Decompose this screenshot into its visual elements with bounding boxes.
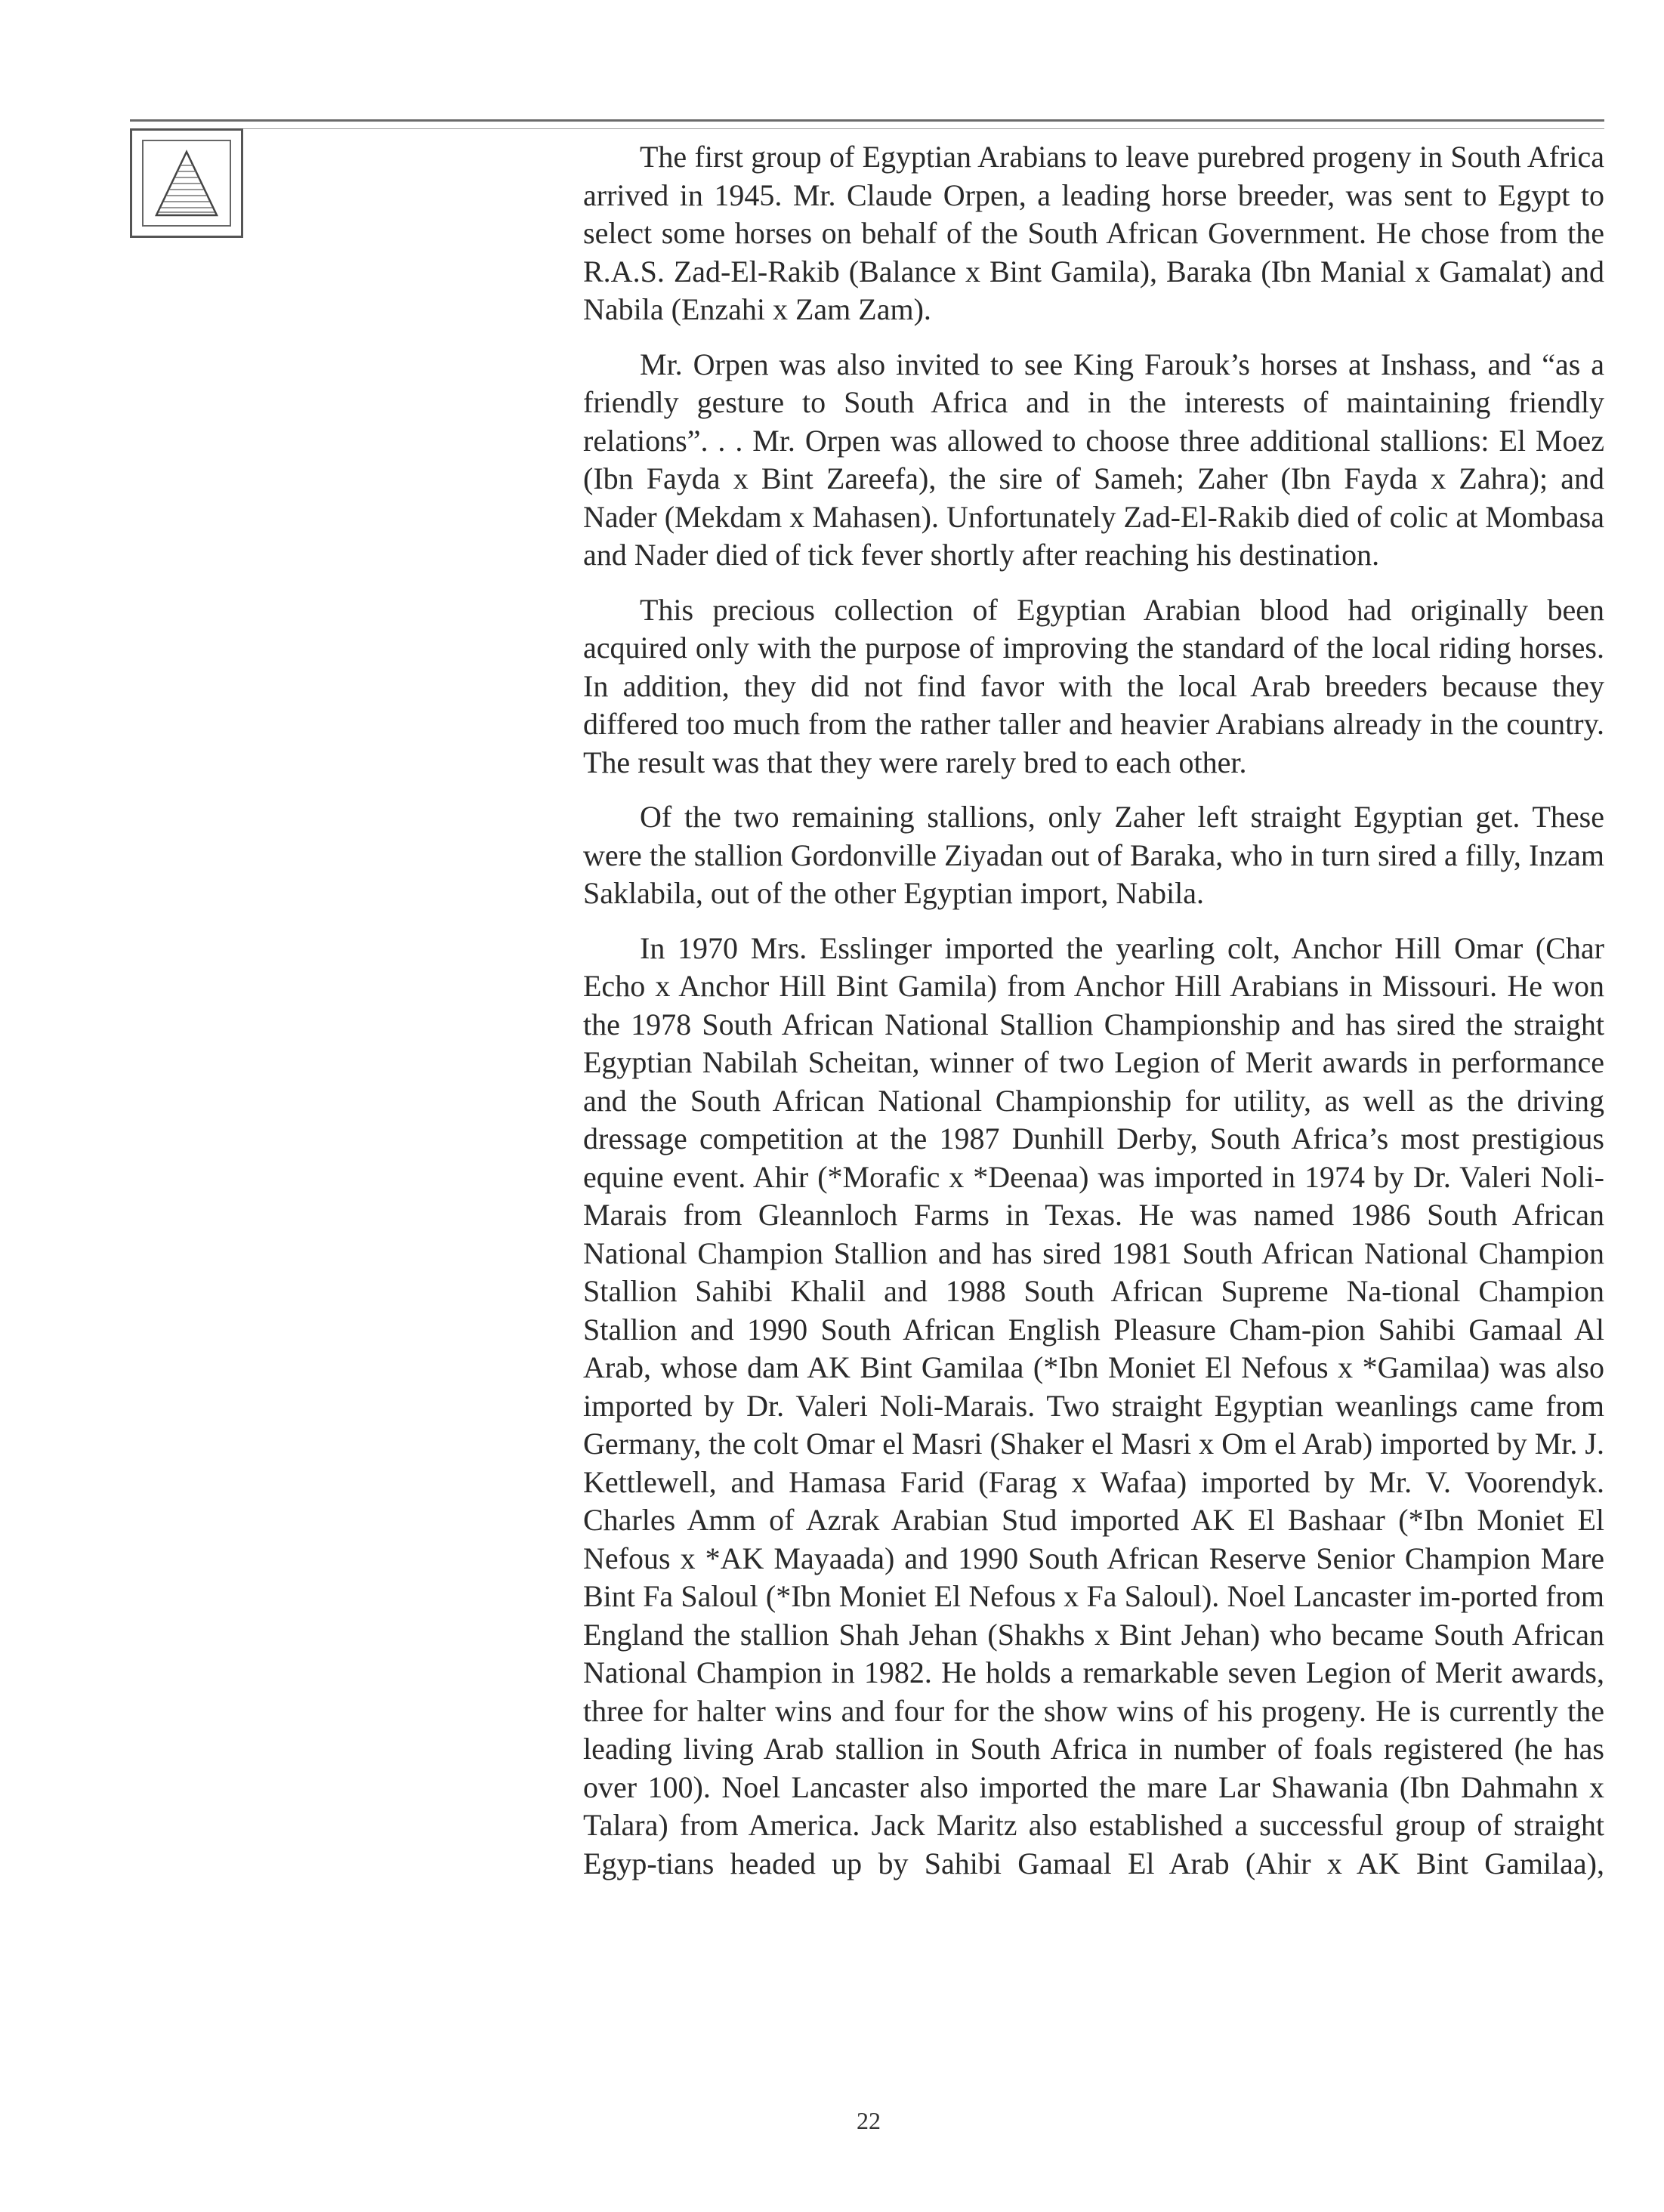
paragraph: In 1970 Mrs. Esslinger imported the yearling colt, Anchor Hill Omar (Char Echo x Anchor Hill Bint Gamila) from Anchor Hill Arabians in Missouri. He won the 1978 South African National Stallion Championship and has sired the straight Egyptian Nabilah Scheitan, winner of two Legion of Merit awards in performance and the South African National Championship for utility, as well as the driving dressage competition at the 1987 Dunhill Derby, South Africa’s most prestigious equine event. Ahir (*Morafic x *Deenaa) was imported in 1974 by Dr. Valeri Noli-Marais from Gleannloch Farms in Texas. He was named 1986 South African National Champion Stallion and has sired 1981 South African National Champion Stallion Sahibi Khalil and 1988 South African Supreme Na-tional Champion Stallion and 1990 South African English Pleasure Cham-pion Sahibi Gamaal Al Arab, whose dam AK Bint Gamilaa (*Ibn Moniet El Nefous x *Gamilaa) was also imported by Dr. Valeri Noli-Marais. Two straight Egyptian weanlings came from Germany, the colt Omar el Masri (Shaker el Masri x Om el Arab) imported by Mr. J. Kettlewell, and Hamasa Farid (Farag x Wafaa) imported by Mr. V. Voorendyk. Charles Amm of Azrak Arabian Stud imported AK El Bashaar (*Ibn Moniet El Nefous x *AK Mayaada) and 1990 South African Reserve Senior Champion Mare Bint Fa Saloul (*Ibn Moniet El Nefous x Fa Saloul). Noel Lancaster im-ported from England the stallion Shah Jehan (Shakhs x Bint Jehan) who became South African National Champion in 1982. He holds a remarkable seven Legion of Merit awards, three for halter wins and four for the show wins of his progeny. He is currently the leading living Arab stallion in South Africa in number of foals registered (he has over 100). Noel Lancaster also imported the mare Lar Shawania (Ibn Dahmahn x Talara) from America. Jack Maritz also established a successful group of straight Egyp-tians headed up by Sahibi Gamaal El Arab (Ahir x AK Bint Gamilaa),	[583, 930, 1604, 1880]
paragraph: Of the two remaining stallions, only Zaher left straight Egyptian get. These were the stallion Gordonville Ziyadan out of Baraka, who in turn sired a filly, Inzam Saklabila, out of the other Egyptian import, Nabila.	[583, 800, 1604, 910]
article-body	[583, 138, 1604, 1883]
pyramid-logo	[130, 128, 243, 238]
header-rule	[130, 119, 1604, 122]
paragraph: Mr. Orpen was also invited to see King Farouk’s horses at Inshass, and “as a friendly gesture to South Africa and in the interests of maintaining friendly relations”. . . Mr. Orpen was allowed to choose three additional stallions: El Moez (Ibn Fayda x Bint Zareefa), the sire of Sameh; Zaher (Ibn Fayda x Zahra); and Nader (Mekdam x Mahasen). Unfortunately Zad-El-Rakib died of colic at Mombasa and Nader died of tick fever shortly after reaching his destination.	[583, 347, 1604, 572]
paragraph: The first group of Egyptian Arabians to leave purebred progeny in South Africa arrived in 1945. Mr. Claude Orpen, a leading horse breeder, was sent to Egypt to select some horses on behalf of the South African Government. He chose from the R.A.S. Zad-El-Rakib (Balance x Bint Gamila), Baraka (Ibn Manial x Gamalat) and Nabila (Enzahi x Zam Zam).	[583, 140, 1604, 326]
pyramid-icon	[132, 131, 241, 236]
paragraph: This precious collection of Egyptian Arabian blood had originally been acquired only with the purpose of improving the standard of the local riding horses. In addition, they did not find favor with the local Arab breeders because they differed too much from the rather taller and heavier Arabians already in the country. The result was that they were rarely bred to each other.	[583, 592, 1604, 779]
header-rule-thin	[130, 128, 1604, 129]
page-number: 22	[857, 2107, 881, 2134]
